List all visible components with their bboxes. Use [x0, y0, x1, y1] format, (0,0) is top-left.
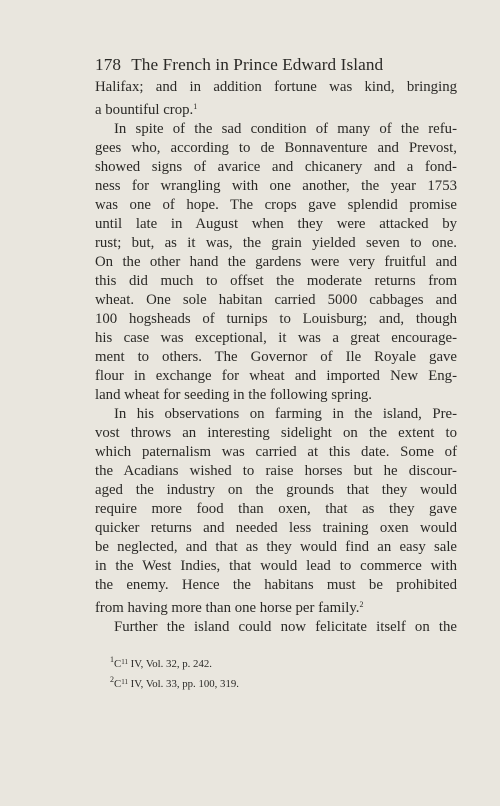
footnote-marker: 1 [110, 655, 114, 664]
line-text: showed signs of avarice and chicanery and a fond- [95, 159, 457, 175]
line-text: land wheat for seeding in the following spring. [95, 387, 372, 403]
line-text: this did much to offset the moderate returns from [95, 273, 457, 289]
text-line [95, 500, 457, 519]
text-line [95, 177, 457, 196]
text-line [95, 348, 457, 367]
footnote-marker: 2 [110, 675, 114, 684]
footnote-citation: IV, Vol. 33, pp. 100, 319. [127, 678, 239, 690]
line-text: In his observations on farming in the island, Pre- [114, 406, 457, 422]
line-text: 100 hogsheads of turnips to Louisburg; and, though [95, 311, 457, 327]
line-text: quicker returns and needed less training oxen would [95, 520, 457, 536]
footnote-reference: 1 [193, 102, 198, 111]
body-text [95, 78, 457, 637]
text-line [95, 557, 457, 576]
line-text: On the other hand the gardens were very fruitful and [95, 254, 457, 270]
text-line [95, 234, 457, 253]
text-line [95, 97, 457, 120]
text-line [95, 329, 457, 348]
line-text: until late in August when they were attacked by [95, 216, 457, 232]
footnote-series: C [114, 658, 122, 670]
text-line [95, 519, 457, 538]
text-line [95, 462, 457, 481]
text-line [95, 310, 457, 329]
running-header [95, 55, 415, 75]
line-text: flour in exchange for wheat and imported New Eng- [95, 368, 457, 384]
line-text: his case was exceptional, it was a great encourage- [95, 330, 457, 346]
page-number: 178 [95, 55, 122, 74]
text-line [95, 120, 457, 139]
line-text: In spite of the sad condition of many of the refu- [114, 121, 457, 137]
line-text: be neglected, and that as they would find an easy sale [95, 539, 457, 555]
line-text: ness for wrangling with one another, the year 1753 [95, 178, 457, 194]
text-line [95, 291, 457, 310]
line-text: aged the industry on the grounds that they would [95, 482, 457, 498]
text-line [95, 424, 457, 443]
text-line [95, 367, 457, 386]
text-line [95, 443, 457, 462]
line-text: require more food than oxen, that as they gave [95, 501, 457, 517]
footnote-series-number: 11 [121, 678, 128, 686]
text-line [95, 272, 457, 291]
text-line [95, 196, 457, 215]
footnote [110, 672, 410, 692]
line-text: in the West Indies, that would lead to commerce with [95, 558, 457, 574]
text-line [95, 538, 457, 557]
text-line [95, 215, 457, 234]
text-line [95, 481, 457, 500]
text-line [95, 158, 457, 177]
text-line [95, 78, 457, 97]
line-text: which paternalism was carried at this date. Some of [95, 444, 457, 460]
line-text: wheat. One sole habitan carried 5000 cabbages and [95, 292, 457, 308]
line-text: vost throws an interesting sidelight on the extent to [95, 425, 457, 441]
line-text: gees who, according to de Bonnaventure and Prevost, [95, 140, 457, 156]
footnote-series-number: 11 [121, 658, 128, 666]
line-text: rust; but, as it was, the grain yielded seven to one. [95, 235, 457, 251]
line-text: Further the island could now felicitate itself on the [114, 619, 457, 635]
running-title: The French in Prince Edward Island [131, 55, 384, 74]
footnote-reference: 2 [359, 600, 364, 609]
line-text: from having more than one horse per family. [95, 600, 360, 616]
text-line [95, 405, 457, 424]
footnote [110, 652, 410, 672]
text-line [95, 253, 457, 272]
text-line [95, 576, 457, 595]
line-text: a bountiful crop. [95, 102, 194, 118]
footnote-series: C [114, 678, 122, 690]
text-line [95, 618, 457, 637]
text-line [95, 386, 457, 405]
line-text: the Acadians wished to raise horses but he discour- [95, 463, 457, 479]
text-line [95, 139, 457, 158]
footnotes [110, 652, 410, 692]
line-text: the enemy. Hence the habitans must be prohibited [95, 577, 457, 593]
line-text: ment to others. The Governor of Ile Royale gave [95, 349, 457, 365]
text-line [95, 595, 457, 618]
line-text: Halifax; and in addition fortune was kind, bringing [95, 79, 457, 95]
footnote-citation: IV, Vol. 32, p. 242. [127, 658, 212, 670]
line-text: was one of hope. The crops gave splendid promise [95, 197, 457, 213]
